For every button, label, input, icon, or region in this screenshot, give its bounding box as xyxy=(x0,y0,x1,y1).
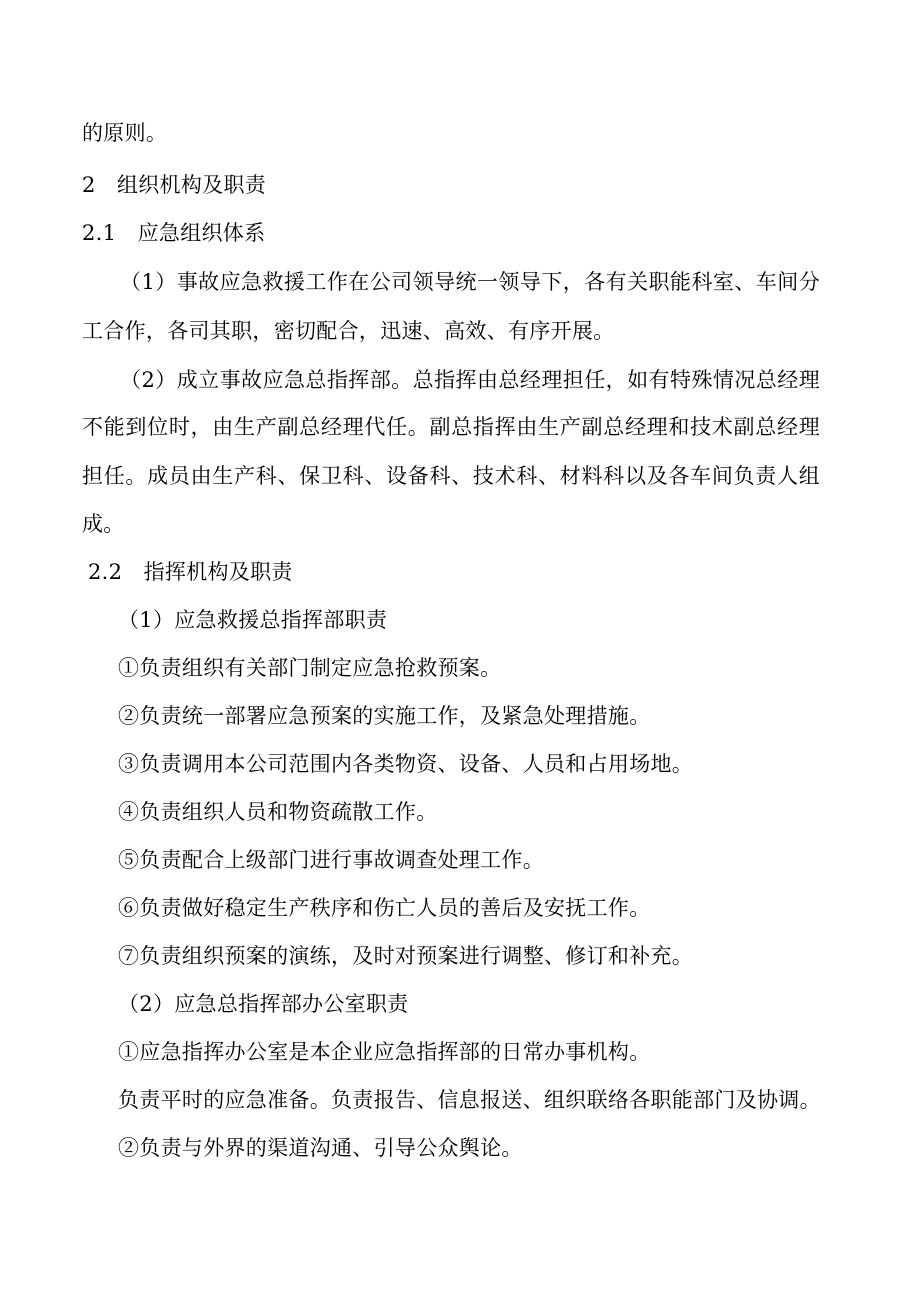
list-item: ①应急指挥办公室是本企业应急指挥部的日常办事机构。 xyxy=(118,1040,651,1064)
subsection-heading-2-2: 2.2 指挥机构及职责 xyxy=(88,560,293,584)
list-heading: （1）应急救援总指挥部职责 xyxy=(118,608,388,632)
paragraph-line: 成。 xyxy=(82,512,125,536)
list-item: ②负责统一部署应急预案的实施工作，及紧急处理措施。 xyxy=(118,704,651,728)
list-heading: （2）应急总指挥部办公室职责 xyxy=(118,992,409,1016)
list-item: ②负责与外界的渠道沟通、引导公众舆论。 xyxy=(118,1136,523,1160)
paragraph-line: （1）事故应急救援工作在公司领导统一领导下，各有关职能科室、车间分 xyxy=(120,270,820,294)
list-item: ⑥负责做好稳定生产秩序和伤亡人员的善后及安抚工作。 xyxy=(118,896,651,920)
list-item: ⑦负责组织预案的演练，及时对预案进行调整、修订和补充。 xyxy=(118,944,694,968)
paragraph-line: 担任。成员由生产科、保卫科、设备科、技术科、材料科以及各车间负责人组 xyxy=(82,464,820,488)
list-item: ⑤负责配合上级部门进行事故调查处理工作。 xyxy=(118,848,544,872)
list-item: ③负责调用本公司范围内各类物资、设备、人员和占用场地。 xyxy=(118,752,694,776)
paragraph-line: 不能到位时，由生产副总经理代任。副总指挥由生产副总经理和技术副总经理 xyxy=(82,415,820,439)
paragraph-line: （2）成立事故应急总指挥部。总指挥由总经理担任，如有特殊情况总经理 xyxy=(120,368,820,392)
list-item: ①负责组织有关部门制定应急抢救预案。 xyxy=(118,656,502,680)
paragraph-line: 工合作，各司其职，密切配合，迅速、高效、有序开展。 xyxy=(82,319,615,343)
section-heading-2: 2 组织机构及职责 xyxy=(82,173,267,197)
paragraph-line: 负责平时的应急准备。负责报告、信息报送、组织联络各职能部门及协调。 xyxy=(118,1088,821,1112)
subsection-heading-2-1: 2.1 应急组织体系 xyxy=(82,221,266,245)
list-item: ④负责组织人员和物资疏散工作。 xyxy=(118,800,438,824)
paragraph-continuation: 的原则。 xyxy=(82,121,168,145)
